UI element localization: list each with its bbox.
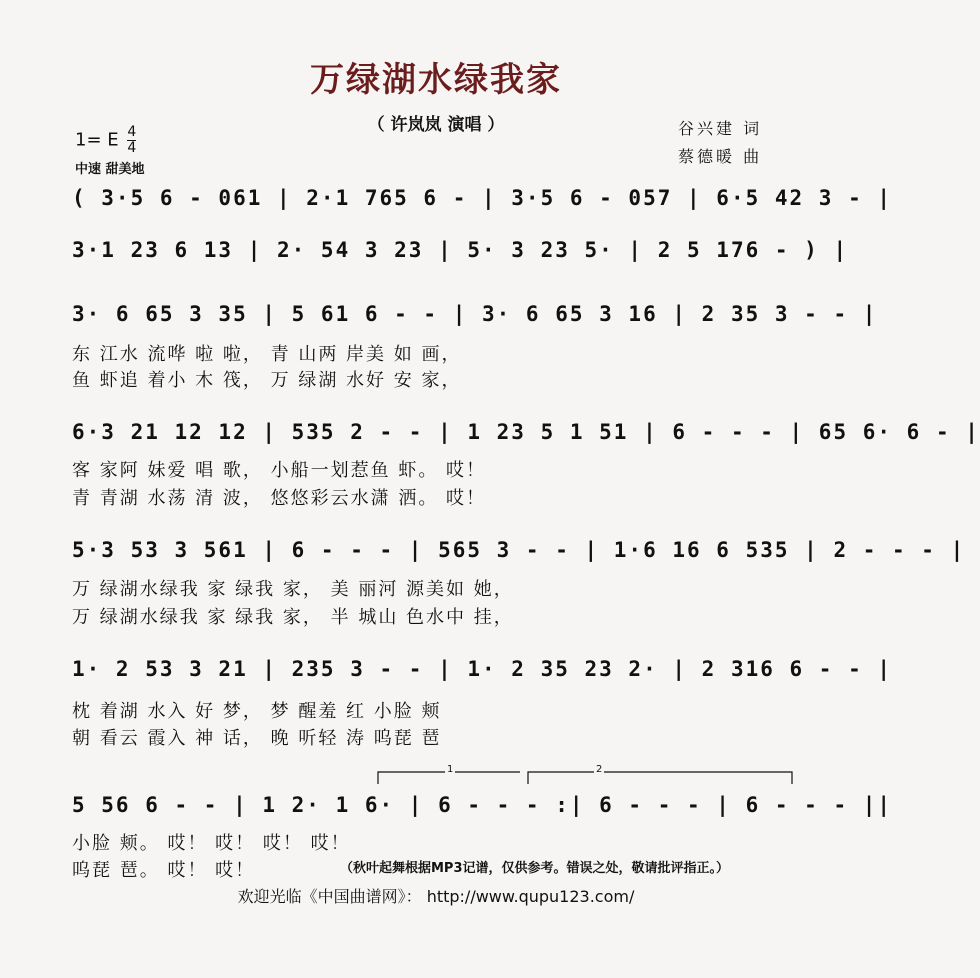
score-row-4: 6·3 21 12 12 | 535 2 - - | 1 23 5 1 51 | 6 - - - | 65 6· 6 - | (72, 420, 980, 444)
footer-link-text: 欢迎光临《中国曲谱网》： http://www.qupu123.com/ (237, 887, 635, 906)
lyric-row-6-verse-1: 枕 着湖 水入 好 梦， 梦 醒羞 红 小脸 颊 (72, 701, 442, 722)
lyric-row-4-verse-1: 客 家阿 妹爱 唱 歌， 小船一划惹鱼 虾。 哎！ (72, 460, 487, 481)
score-row-3: 3· 6 65 3 35 | 5 61 6 - - | 3· 6 65 3 16 | 2 35 3 - - | (72, 302, 878, 326)
lyric-row-3-verse-2: 鱼 虾追 着小 木 筏， 万 绿湖 水好 安 家， (72, 370, 462, 391)
transcriber-note: （秋叶起舞根据MP3记谱，仅供参考。错误之处，敬请批评指正。） (340, 861, 730, 876)
singer-credit: （ 许岚岚 演唱 ） (367, 115, 505, 135)
score-row-1: ( 3·5 6 - 061 | 2·1 765 6 - | 3·5 6 - 057 | 6·5 42 3 - | (72, 186, 893, 210)
score-row-6: 1· 2 53 3 21 | 235 3 - - | 1· 2 35 23 2· | 2 316 6 - - | (72, 657, 893, 681)
lyric-row-7-verse-2: 呜琵 琶。 哎！ 哎！ (72, 860, 256, 881)
tempo-marking: 中速 甜美地 (75, 162, 145, 177)
volta-1-number: 1 (447, 764, 454, 775)
lyricist-credit: 谷兴建 词 (678, 119, 763, 138)
volta-2-number: 2 (596, 764, 603, 775)
key-text: 1= E (75, 129, 119, 151)
page-title: 万绿湖水绿我家 (310, 60, 562, 100)
time-sig-top: 4 (127, 124, 137, 140)
time-sig-bottom: 4 (127, 140, 137, 156)
lyric-row-5-verse-2: 万 绿湖水绿我 家 绿我 家， 半 城山 色水中 挂， (72, 607, 514, 628)
lyric-row-6-verse-2: 朝 看云 霞入 神 话， 晚 听轻 涛 呜琵 琶 (72, 728, 442, 749)
volta-2-bracket (528, 772, 792, 784)
score-row-2: 3·1 23 6 13 | 2· 54 3 23 | 5· 3 23 5· | 2 5 176 - ) | (72, 238, 849, 262)
lyric-row-5-verse-1: 万 绿湖水绿我 家 绿我 家， 美 丽河 源美如 她， (72, 579, 514, 600)
lyric-row-7-verse-1: 小脸 颊。 哎！ 哎！ 哎！ 哎！ (72, 833, 351, 854)
lyric-row-3-verse-1: 东 江水 流哗 啦 啦， 青 山两 岸美 如 画， (72, 344, 462, 365)
score-row-5: 5·3 53 3 561 | 6 - - - | 565 3 - - | 1·6 16 6 535 | 2 - - - | (72, 538, 966, 562)
lyric-row-4-verse-2: 青 青湖 水荡 清 波， 悠悠彩云水潇 洒。 哎！ (72, 488, 487, 509)
score-row-7: 5 56 6 - - | 1 2· 1 6· | 6 - - - :| 6 - - - | 6 - - - || (72, 793, 893, 817)
composer-credit: 蔡德暖 曲 (678, 147, 763, 166)
